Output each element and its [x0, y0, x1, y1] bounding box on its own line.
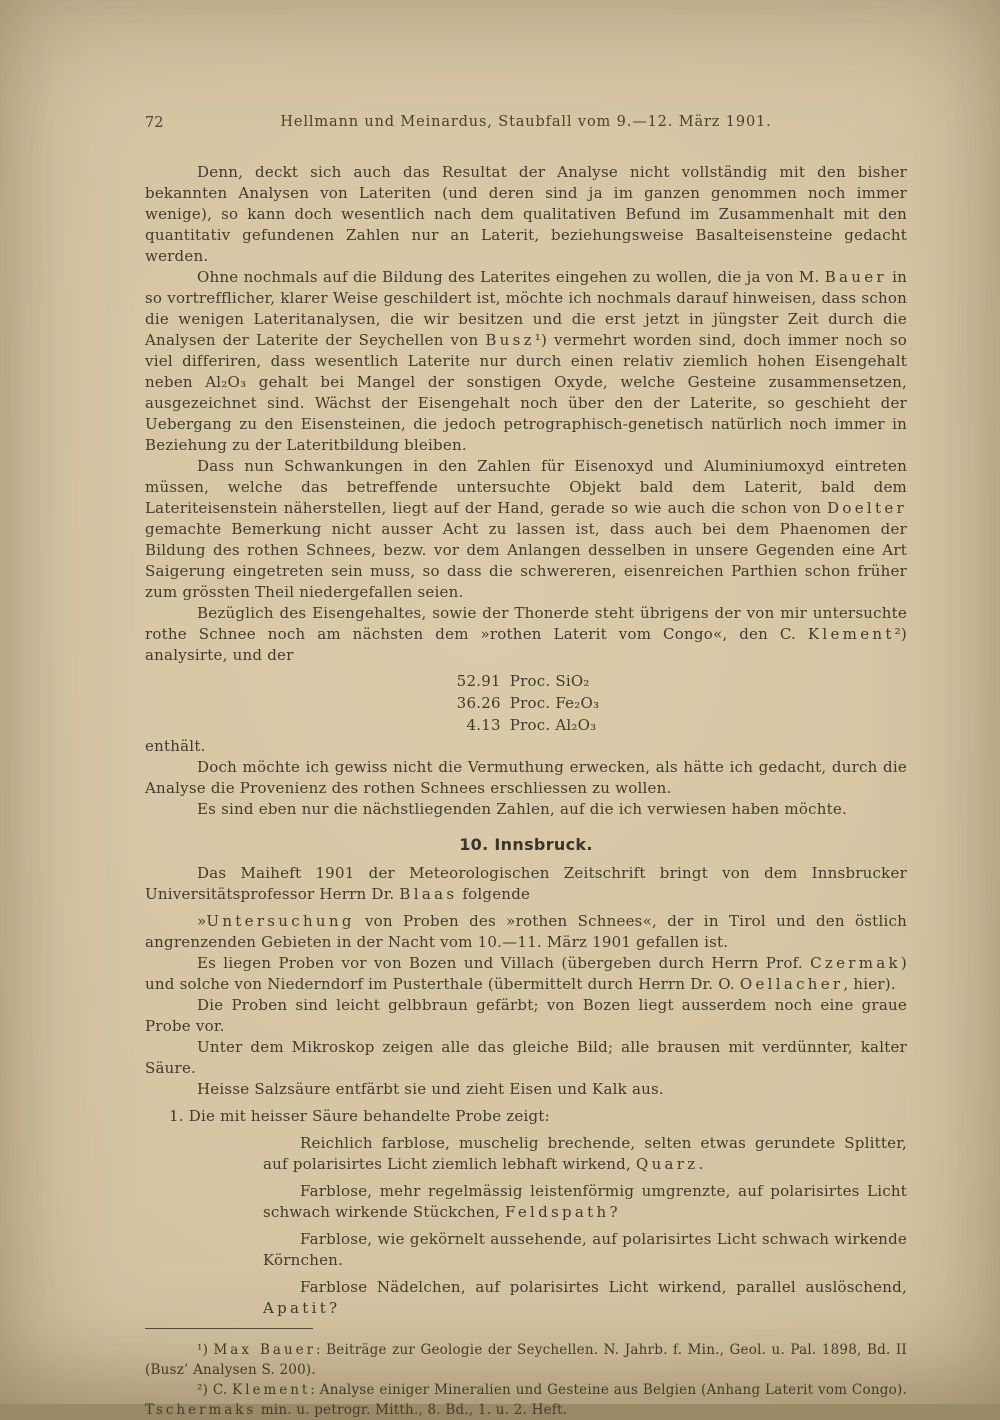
observation-paragraph [263, 1181, 907, 1223]
body-paragraph [145, 863, 907, 905]
text-run: : Beiträge zur Geologie der Seychellen. N. Jahrb. f. Min., Geol. u. Pal. 1898, Bd. II (Busz’ Analysen S. 200). [145, 1342, 907, 1378]
text-run: Doch möchte ich gewiss nicht die Vermuthung erwecken, als hätte ich gedacht, durch die Analyse die Provenienz des rothen Schnees erschliessen zu wollen. [145, 758, 907, 797]
text-run: Es sind eben nur die nächstliegenden Zahlen, auf die ich verwiesen haben möchte. [197, 800, 847, 818]
text-run: ? [329, 1299, 338, 1317]
text-run: , hier). [843, 975, 896, 993]
text-run: Farblose, mehr regelmässig leistenförmig umgrenzte, auf polarisirtes Licht schwach wirkende Stückchen, [263, 1182, 907, 1221]
letterspaced-name: Tschermaks [145, 1402, 257, 1418]
quoted-report-paragraph [145, 1079, 907, 1100]
text-run: von Proben des »rothen Schnees«, der in Tirol und den östlich angrenzenden Gebieten in der Nacht vom 10.—11. März 1901 gefallen ist. [145, 912, 907, 951]
body-paragraph [145, 162, 907, 267]
page-header [145, 114, 907, 136]
text-run: . [698, 1155, 704, 1173]
letterspaced-name: Quarz [635, 1155, 699, 1173]
letterspaced-name: Max Bauer [213, 1342, 316, 1358]
analysis-value: 52.91 [456, 672, 501, 690]
letterspaced-name: Busz [485, 331, 535, 349]
letterspaced-name: Oellacher [739, 975, 844, 993]
analysis-row [453, 714, 600, 736]
text-run: enthält. [145, 737, 206, 755]
numbered-list-item [145, 1106, 907, 1127]
body-paragraph [145, 799, 907, 820]
text-run: Farblose, wie gekörnelt aussehende, auf polarisirtes Licht schwach wirkende Körnchen. [263, 1230, 907, 1269]
section-heading-innsbruck: 10. Innsbruck. [459, 835, 593, 854]
observation-paragraph [263, 1229, 907, 1271]
quoted-report-paragraph [145, 911, 907, 953]
letterspaced-name: Doelter [827, 499, 907, 517]
text-run: Unter dem Mikroskop zeigen alle das gleiche Bild; alle brausen mit verdünnter, kalter Säure. [145, 1038, 907, 1077]
analysis-value: 4.13 [466, 716, 501, 734]
quoted-report-paragraph [145, 1037, 907, 1079]
page-body [145, 162, 907, 1420]
letterspaced-name: Feldspath [504, 1203, 610, 1221]
observation-paragraph [263, 1277, 907, 1319]
footnote-rule [145, 1328, 313, 1329]
footnote-2 [145, 1380, 907, 1420]
text-run: Es liegen Proben vor von Bozen und Villach (übergeben durch Herrn Prof. [197, 954, 811, 972]
text-run: ¹) [197, 1342, 214, 1358]
footnotes-section [145, 1340, 907, 1420]
letterspaced-name: Klement [232, 1382, 311, 1398]
text-run: ²) C. [197, 1382, 233, 1398]
text-run: in so vortrefflicher, klarer Weise geschildert ist, möchte ich nochmals darauf hinweisen, dass schon die wenigen Lateritanalysen, die wir besitzen und die erst jetzt in jüngster Zeit durch die Analysen der Laterite der Seychellen von [145, 268, 907, 349]
analysis-value: 36.26 [456, 694, 501, 712]
letterspaced-name: Klement [807, 625, 895, 643]
observation-paragraph [263, 1133, 907, 1175]
text-run: : Analyse einiger Mineralien und Gesteine aus Belgien (Anhang Laterit vom Congo). [310, 1382, 907, 1398]
text-run: Die Proben sind leicht gelbbraun gefärbt; von Bozen liegt ausserdem noch eine graue Probe vor. [145, 996, 907, 1035]
running-head: Hellmann und Meinardus, Staubfall vom 9.—12. März 1901. [280, 114, 772, 130]
text-run: Dass nun Schwankungen in den Zahlen für Eisenoxyd und Aluminiumoxyd eintreten müssen, welche das betreffende untersuchte Objekt bald dem Laterit, bald dem Lateriteisenstein näherstellen, liegt auf der Hand, gerade so wie auch die schon von [145, 457, 907, 517]
text-run: min. u. petrogr. Mitth., 8. Bd., 1. u. 2. Heft. [256, 1402, 568, 1418]
text-run: ? [609, 1203, 618, 1221]
body-paragraph [145, 267, 907, 456]
body-paragraph [145, 757, 907, 799]
quoted-report-paragraph [145, 953, 907, 995]
body-paragraph [145, 456, 907, 603]
text-run: folgende [457, 885, 531, 903]
text-run: ¹) vermehrt worden sind, doch immer noch so viel differiren, dass wesentlich Laterite nur durch einen relativ ziemlich hohen Eisengehalt neben Al₂O₃ gehalt bei Mangel der sonstigen Oxyde, welche Gesteine zusammensetzen, ausgezeichnet sind. Wächst der Eisengehalt noch über den der Laterite, so geschieht der Uebergang zu den Eisensteinen, die jedoch petrographisch-genetisch natürlich noch immer in Beziehung zu der Lateritbildung bleiben. [145, 331, 907, 454]
analysis-formula: Proc. Al₂O₃ [509, 716, 597, 734]
text-run: ²) analysirte, und der [145, 625, 907, 664]
letterspaced-name: Untersuchung [206, 912, 355, 930]
analysis-row [453, 692, 600, 714]
letterspaced-name: Apatit [263, 1299, 330, 1317]
text-run: » [197, 912, 207, 930]
text-run: Ohne nochmals auf die Bildung des Laterites eingehen zu wollen, die ja von M. [197, 268, 825, 286]
text-run: 1. Die mit heisser Säure behandelte Probe zeigt: [169, 1107, 550, 1125]
text-run: Bezüglich des Eisengehaltes, sowie der Thonerde steht übrigens der von mir untersuchte rothe Schnee noch am nächsten dem »rothen Laterit vom Congo«, den C. [145, 604, 907, 643]
analysis-formula: Proc. SiO₂ [509, 672, 590, 690]
letterspaced-name: Blaas [399, 885, 458, 903]
footnote-1 [145, 1340, 907, 1380]
body-paragraph-continuation [145, 736, 907, 757]
letterspaced-name: Bauer [824, 268, 887, 286]
letterspaced-name: Czermak [810, 954, 901, 972]
text-block [145, 114, 907, 1420]
text-run: ) und solche von Niederndorf im Pusterthale (übermittelt durch Herrn Dr. O. [145, 954, 907, 993]
quoted-report-paragraph [145, 995, 907, 1037]
text-run: Farblose Nädelchen, auf polarisirtes Licht wirkend, parallel auslöschend, [300, 1278, 907, 1296]
analysis-formula: Proc. Fe₂O₃ [509, 694, 600, 712]
text-run: Heisse Salzsäure entfärbt sie und zieht Eisen und Kalk aus. [197, 1080, 664, 1098]
analysis-row [453, 670, 600, 692]
text-run: Reichlich farblose, muschelig brechende, selten etwas gerundete Splitter, auf polarisirtes Licht ziemlich lebhaft wirkend, [263, 1134, 907, 1173]
text-run: gemachte Bemerkung nicht ausser Acht zu lassen ist, dass auch bei dem Phaenomen der Bildung des rothen Schnees, bezw. vor dem Anlangen desselben in unsere Gegenden eine Art Saigerung eingetreten sein muss, so dass die schwereren, eisenreichen Parthien schon früher zum grössten Theil niedergefallen seien. [145, 520, 907, 601]
text-run: Denn, deckt sich auch das Resultat der Analyse nicht vollständig mit den bisher bekannten Analysen von Lateriten (und deren sind ja im ganzen genommen noch immer wenige), so kann doch wesentlich nach dem qualitativen Befund im Zusammenhalt mit den quantitativ gefundenen Zahlen nur an Laterit, beziehungsweise Basalteisensteine gedacht werden. [145, 163, 907, 265]
analysis-values-block [453, 670, 600, 736]
body-paragraph [145, 603, 907, 666]
text-run: Das Maiheft 1901 der Meteorologischen Zeitschrift bringt von dem Innsbrucker Universitätsprofessor Herrn Dr. [145, 864, 907, 903]
page-number: 72 [145, 115, 164, 131]
